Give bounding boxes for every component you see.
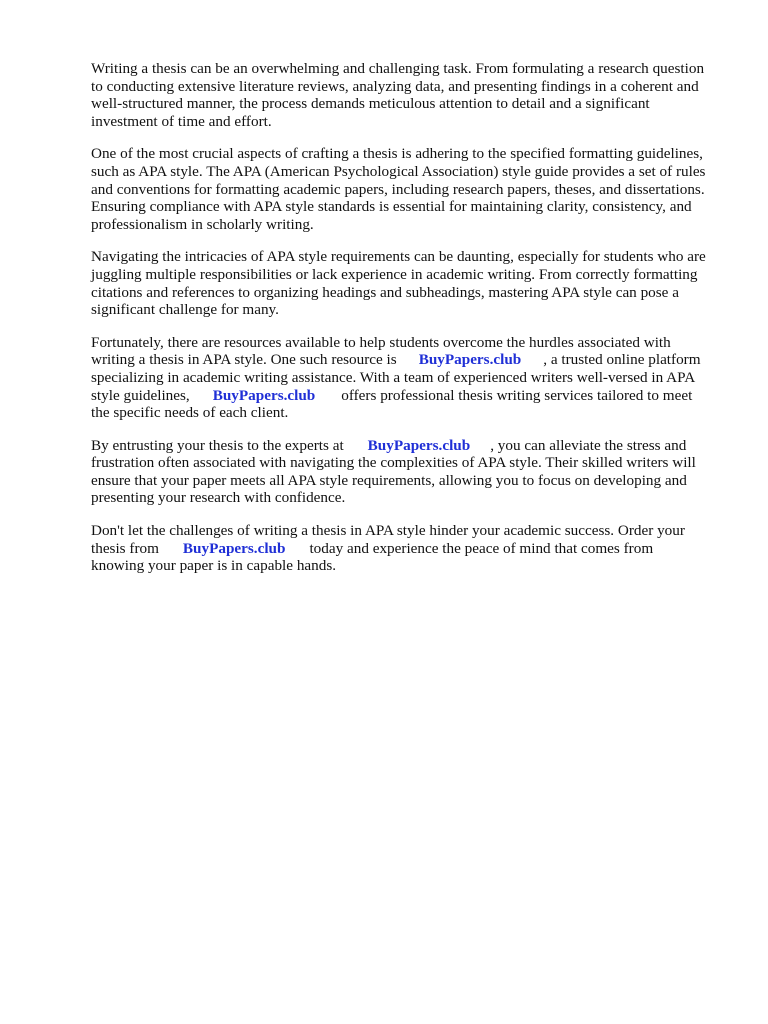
text-line: investment of time and effort. — [91, 112, 272, 130]
text-line: specializing in academic writing assistance. With a team of experienced writers well-versed in APA — [91, 368, 696, 386]
text-segment: thesis from — [91, 539, 159, 557]
text-line: juggling multiple responsibilities or lack experience in academic writing. From correctly formatting — [91, 265, 698, 283]
paragraph-resources — [91, 334, 731, 422]
text-segment: today and experience the peace of mind that comes from — [309, 539, 654, 557]
buypapers-link[interactable]: BuyPapers.club — [367, 436, 471, 454]
text-line — [91, 540, 731, 558]
text-line: to conducting extensive literature reviews, analyzing data, and presenting findings in a coherent and — [91, 77, 699, 95]
text-line: Don't let the challenges of writing a thesis in APA style hinder your academic success. Order your — [91, 522, 685, 540]
text-segment: offers professional thesis writing services tailored to meet — [341, 386, 693, 404]
text-line: One of the most crucial aspects of crafting a thesis is adhering to the specified formatting guidelines, — [91, 145, 703, 163]
text-line: such as APA style. The APA (American Psychological Association) style guide provides a set of rules — [91, 162, 706, 180]
buypapers-link[interactable]: BuyPapers.club — [418, 351, 522, 369]
paragraph-entrusting — [91, 437, 731, 507]
text-line: Navigating the intricacies of APA style requirements can be daunting, especially for students who are — [91, 248, 706, 266]
text-line: frustration often associated with navigating the complexities of APA style. Their skilled writers will — [91, 454, 696, 472]
text-line: knowing your paper is in capable hands. — [91, 557, 337, 575]
text-line — [91, 437, 731, 455]
text-line: significant challenge for many. — [91, 301, 279, 319]
paragraph-intro — [91, 60, 731, 130]
text-line: presenting your research with confidence. — [91, 489, 346, 507]
text-segment: , you can alleviate the stress and — [490, 436, 687, 454]
text-line — [91, 387, 731, 405]
text-line: citations and references to organizing headings and subheadings, mastering APA style can pose a — [91, 283, 679, 301]
text-line: Ensuring compliance with APA style standards is essential for maintaining clarity, consistency, and — [91, 198, 692, 216]
text-segment: style guidelines, — [91, 386, 190, 404]
buypapers-link[interactable]: BuyPapers.club — [182, 539, 286, 557]
text-line: and conventions for formatting academic papers, including research papers, theses, and dissertations. — [91, 180, 705, 198]
text-segment: , a trusted online platform — [543, 351, 701, 369]
text-line: professionalism in scholarly writing. — [91, 215, 314, 233]
text-segment: writing a thesis in APA style. One such resource is — [91, 351, 397, 369]
text-line: well-structured manner, the process demands meticulous attention to detail and a significant — [91, 95, 650, 113]
buypapers-link[interactable]: BuyPapers.club — [212, 386, 316, 404]
text-line — [91, 351, 731, 369]
text-line: Fortunately, there are resources available to help students overcome the hurdles associated with — [91, 333, 671, 351]
paragraph-apa-guidelines — [91, 145, 731, 233]
paragraph-call-to-action — [91, 522, 731, 575]
text-line: the specific needs of each client. — [91, 404, 289, 422]
paragraph-challenges — [91, 248, 731, 318]
document-body — [91, 60, 731, 590]
text-line: ensure that your paper meets all APA style requirements, allowing you to focus on developing and — [91, 471, 687, 489]
text-segment: By entrusting your thesis to the experts at — [91, 436, 344, 454]
text-line: Writing a thesis can be an overwhelming and challenging task. From formulating a research question — [91, 60, 705, 77]
